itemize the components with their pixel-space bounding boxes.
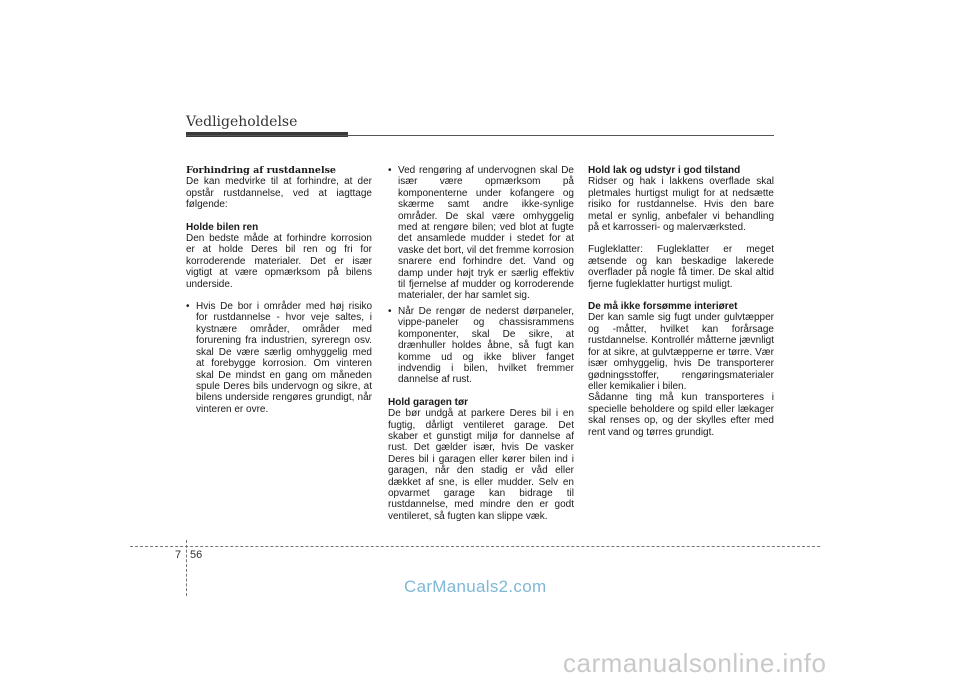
header-divider	[186, 135, 774, 136]
page-header-title: Vedligeholdelse	[186, 114, 298, 130]
watermark-carmanualsonline: carmanualsonline.info	[563, 648, 827, 678]
page-number: 56	[190, 549, 203, 561]
bullet-list-col1	[186, 301, 372, 415]
paragraph-bird-droppings: Fugleklatter: Fugleklatter er meget ætsende og kan beskadige lakerede overflader på nogle få timer. De skal altid fjerne fugleklatter hurtigst muligt.	[588, 244, 774, 290]
watermark-carmanuals2: CarManuals2.com	[404, 577, 547, 596]
footer-page-separator	[186, 540, 187, 596]
bullet-list-col2	[388, 165, 574, 386]
section-heading-clean: Holde bilen ren	[186, 221, 259, 233]
list-item: • Når De rengør de nederst dørpaneler, vippe-paneler og chassisrammens komponenter, skal De sikre, at drænhuller holdes åbne, så fugt kan komme ud og ikke bliver fanget indvendig i bilen, hvilket fremmer dannelse af rust.	[388, 306, 574, 386]
list-item: • Hvis De bor i områder med høj risiko for rustdannelse - hvor veje saltes, i kystnære områder, områder med forurening fra industrien, syreregn osv. skal De være særlig omhyggelig med at forebygge korrosion. Om vinteren skal De mindst en gang om måneden spule Deres bils undervogn og sikre, at bilens underside rengøres grundigt, når vinteren er ovre.	[186, 301, 372, 415]
paragraph-transport: Sådanne ting må kun transporteres i specielle beholdere og spild eller lækager skal renses op, og der skylles efter med rent vand og tørres grundigt.	[588, 392, 774, 438]
paragraph-garage: De bør undgå at parkere Deres bil i en fugtig, dårligt ventileret garage. Det skaber et gunstigt miljø for dannelse af rust. Det gælder især, hvis De vasker Deres bil i garagen eller kører bilen ind i garagen, når den stadig er våd eller dækket af sne, is eller mudder. Selv en opvarmet garage kan bidrage til rustdannelse, med mindre den er godt ventileret, så fugten kan slippe væk.	[388, 408, 574, 522]
footer-divider	[130, 546, 820, 547]
paragraph-clean: Den bedste måde at forhindre korrosion er at holde Deres bil ren og fri for korroderende materialer. Det er især vigtigt at være opmærksom på bilens underside.	[186, 233, 372, 290]
paragraph-paint: Ridser og hak i lakkens overflade skal pletmales hurtigst muligt for at nedsætte risiko for rustdannelse. Hvis den bare metal er synlig, anbefaler vi behandling på et karrosseri- og malerværksted.	[588, 176, 774, 234]
column-1	[186, 165, 372, 426]
section-heading-garage: Hold garagen tør	[388, 396, 469, 408]
section-heading-interior: De må ikke forsømme interiøret	[588, 301, 738, 313]
paragraph-interior: Der kan samle sig fugt under gulvtæpper og -måtter, hvilket kan forårsage rustdannelse. Kontrollér måtterne jævnligt for at sikre, at gulvtæpperne er tørre. Vær især omhyggelig, hvis De transporterer gødningsstoffer, rengøringsmaterialer eller kemikalier i bilen.	[588, 312, 774, 392]
list-item: • Ved rengøring af undervognen skal De især være opmærksom på komponenterne under kofangere og skærme samt andre ikke-synlige områder. De skal være omhyggelig med at rengøre bilen; ved blot at fugte det ansamlede mudder i stedet for at vaske det bort, vil det fremme korrosion snarere end forhindre det. Vand og damp under højt tryk er særlig effektiv til fjernelse af mudder og korroderende materialer, der har samlet sig.	[388, 165, 574, 302]
section-heading-rust: Forhindring af rustdannelse	[186, 165, 336, 176]
column-2	[388, 165, 574, 533]
chapter-number: 7	[175, 549, 182, 561]
column-3	[588, 165, 774, 449]
paragraph-intro: De kan medvirke til at forhindre, at der opstår rustdannelse, ved at iagttage følgende:	[186, 176, 372, 211]
section-heading-paint: Hold lak og udstyr i god tilstand	[588, 165, 741, 176]
